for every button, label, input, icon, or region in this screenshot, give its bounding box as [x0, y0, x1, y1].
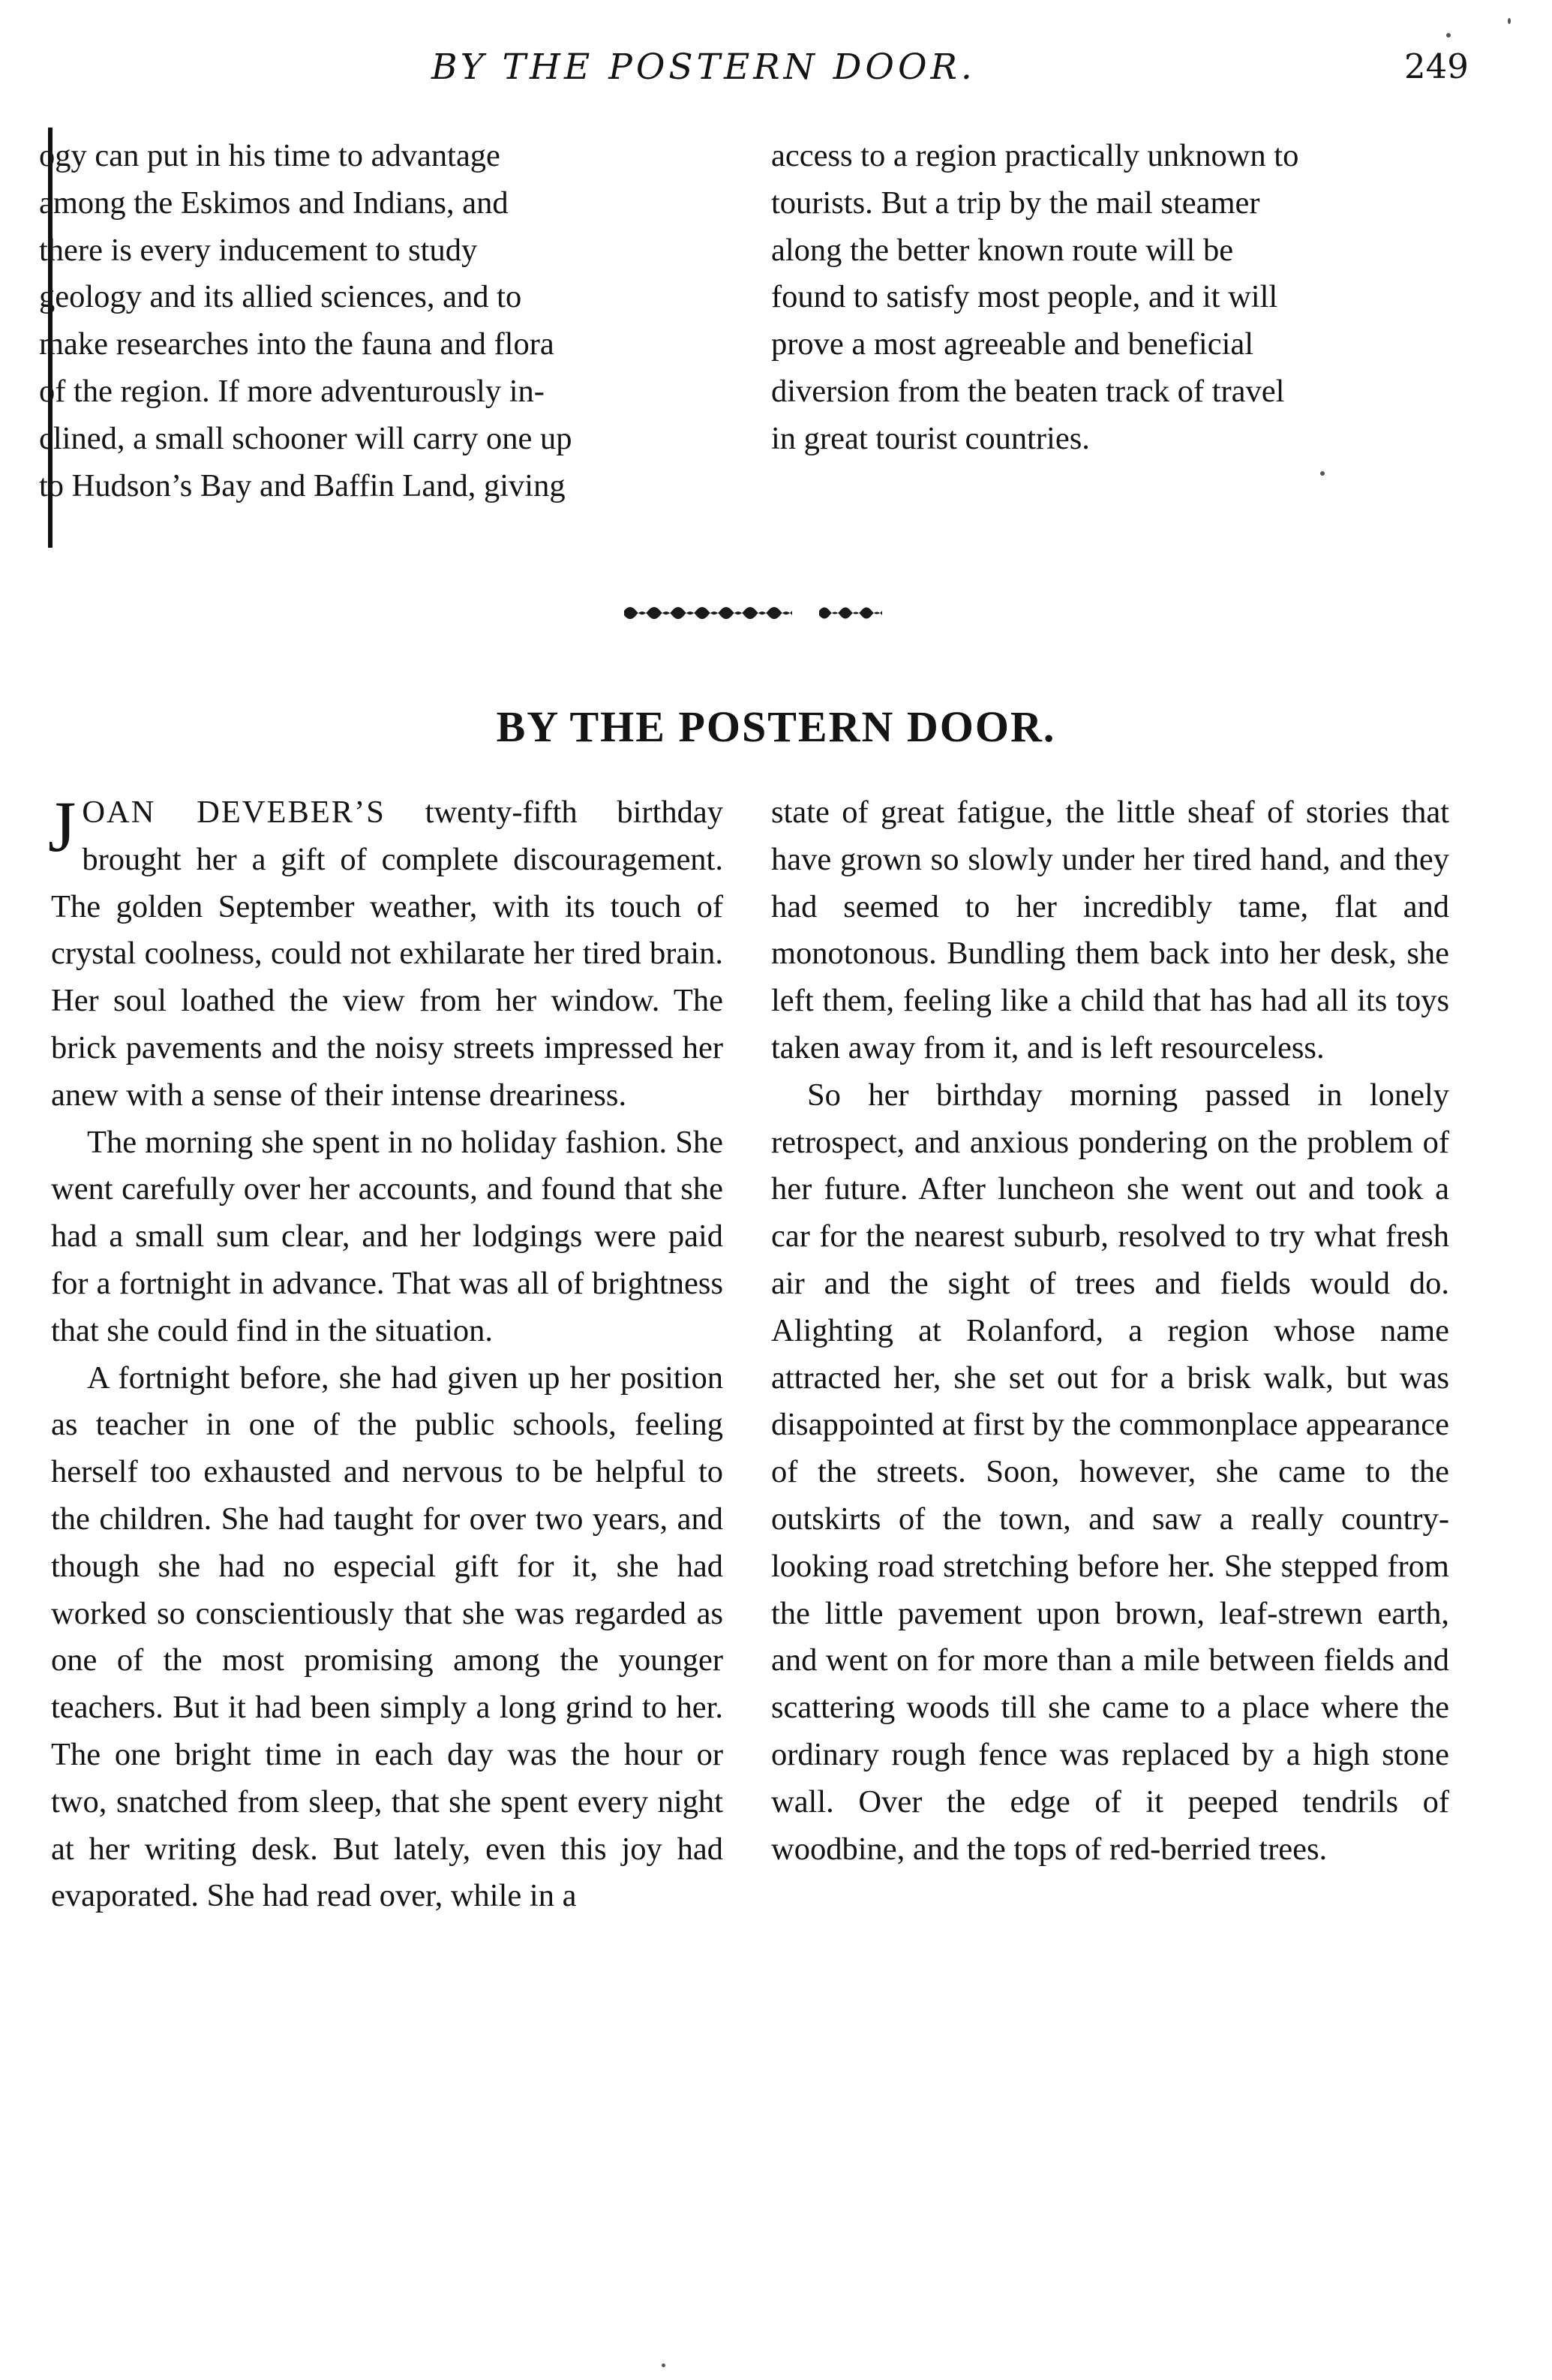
text-line: in great tourist countries. [771, 420, 1090, 456]
running-head [0, 47, 1552, 99]
continued-text-left-column [39, 133, 724, 509]
opening-small-caps: OAN DEVEBER’S [82, 795, 386, 830]
article-right-column [771, 789, 1449, 1873]
text-line: prove a most agreeable and beneficial [771, 326, 1254, 362]
paragraph-text: twenty-fifth birthday brought her a gift of complete discouragement. The golden September weather, with its touch of crystal coolness, could not exhilarate her tired brain. Her soul loathed the view from her window. The brick pavements and the noisy streets impressed her anew with a sense of their intense dreariness. [51, 795, 723, 1113]
article-left-column [48, 786, 723, 1920]
paragraph: So her birthday morning passed in lonely retrospect, and anxious pondering on the problem of her future. After luncheon she went out and took a car for the nearest suburb, resolved to try what fresh air and the sight of trees and fields would do. Alighting at Rolanford, a region whose name attracted her, she set out for a brisk walk, but was disappointed at first by the commonplace appearance of the streets. Soon, however, she came to the outskirts of the town, and saw a really country-looking road stretching before her. She stepped from the little pavement upon brown, leaf-strewn earth, and went on for more than a mile between fields and scattering woods till she came to a place where the ordinary rough fence was replaced by a high stone wall. Over the edge of it peeped tendrils of woodbine, and the tops of red-berried trees. [771, 1077, 1449, 1867]
text-line: make researches into the fauna and flora [39, 326, 554, 362]
text-line: there is every inducement to study [39, 232, 478, 268]
print-speck [1508, 18, 1511, 24]
paragraph: A fortnight before, she had given up her position as teacher in one of the public schools, feeling herself too exhausted and nervous to be helpful to the children. She had taught for over two years, and though she had no especial gift for it, she had worked so conscientiously that she was regarded as one of the most promising among the younger teachers. But it had been simply a long grind to her. The one bright time in each day was the hour or two, snatched from sleep, that she spent every night at her writing desk. But lately, even this joy had evaporated. She had read over, while in a [51, 1360, 723, 1914]
text-line: along the better known route will be [771, 232, 1234, 268]
text-line: access to a region practically unknown to [771, 138, 1299, 173]
paragraph [48, 786, 723, 1119]
continued-text-right-column [771, 133, 1449, 463]
paragraph: state of great fatigue, the little sheaf of stories that have grown so slowly under her tired hand, and they had seemed to her incredibly tame, flat and monotonous. Bundling them back into her desk, she left them, feeling like a child that has had all its toys taken away from it, and is left resourceless. [771, 795, 1449, 1065]
ornamental-divider-icon [623, 600, 908, 623]
print-speck [662, 2363, 665, 2367]
article-title: BY THE POSTERN DOOR. [496, 702, 1056, 751]
print-speck [1320, 471, 1325, 476]
paragraph: The morning she spent in no holiday fashion. She went carefully over her accounts, and found that she had a small sum clear, and her lodgings were paid for a fortnight in advance. That was all of brightness that she could find in the situation. [51, 1124, 723, 1348]
page-number: 249 [1404, 47, 1469, 86]
text-line: of the region. If more adventurously in- [39, 373, 545, 409]
text-line: diversion from the beaten track of travel [771, 373, 1285, 409]
text-line: among the Eskimos and Indians, and [39, 185, 509, 221]
text-line: clined, a small schooner will carry one up [39, 420, 572, 456]
text-line: to Hudson’s Bay and Baffin Land, giving [39, 467, 566, 503]
text-line: geology and its allied sciences, and to [39, 279, 522, 315]
print-speck [1446, 33, 1451, 38]
text-line: found to satisfy most people, and it will [771, 279, 1278, 315]
text-line: ogy can put in his time to advantage [39, 138, 500, 173]
text-line: tourists. But a trip by the mail steamer [771, 185, 1260, 221]
drop-cap: J [48, 786, 77, 867]
running-title: BY THE POSTERN DOOR. [431, 47, 976, 88]
